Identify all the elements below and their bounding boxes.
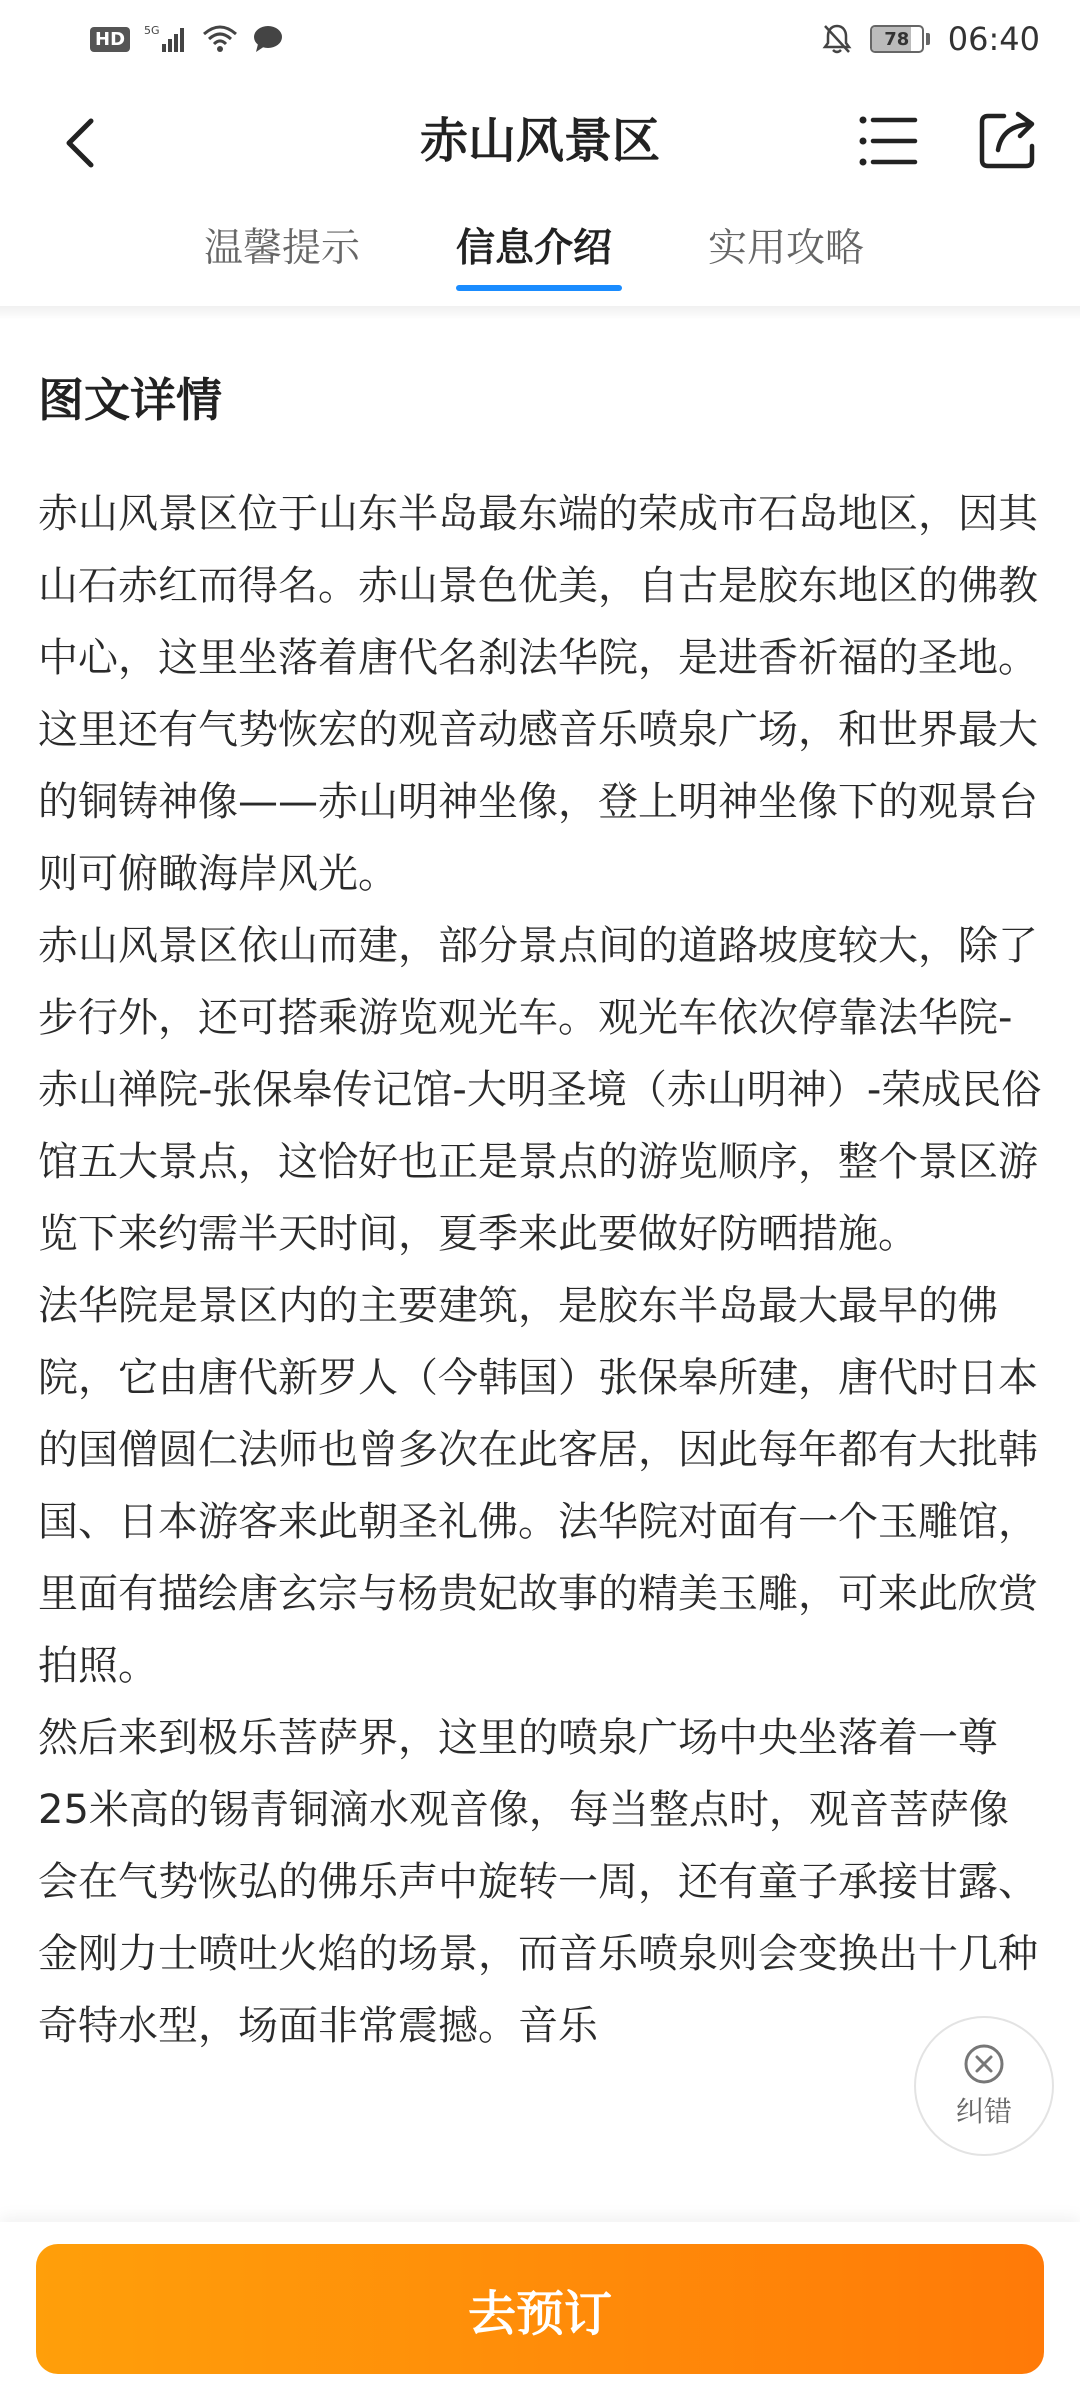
share-button[interactable] [968,102,1048,178]
tab-info[interactable]: 信息介绍 [456,226,613,271]
battery-level: 78 [884,28,910,50]
page-title: 赤山风景区 [419,113,660,169]
signal-icon [144,24,188,54]
paragraph: 然后来到极乐菩萨界，这里的喷泉广场中央坐落着一尊25米高的锡青铜滴水观音像，每当整点时，观音菩萨像会在气势恢弘的佛乐声中旋转一周，还有童子承接甘露、金刚力士喷吐火焰的场景，而音乐喷泉则会变换出十几种奇特水型，场面非常震撼。音乐 [38,1715,1038,2049]
paragraph: 赤山风景区依山而建，部分景点间的道路坡度较大，除了步行外，还可搭乘游览观光车。观光车依次停靠法华院-赤山禅院-张保皋传记馆-大明圣境（赤山明神）-荣成民俗馆五大景点，这恰好也正是景点的游览顺序，整个景区游览下来约需半天时间，夏季来此要做好防晒措施。 [38,923,1042,1257]
status-left [90,24,284,54]
bell-off-icon [822,23,852,55]
wifi-icon [202,24,238,54]
article-content [38,478,1043,2198]
status-time: 06:40 [947,20,1040,58]
active-tab-indicator [456,285,622,291]
tabs-divider [0,306,1080,320]
status-bar [0,0,1080,78]
share-icon [978,110,1038,170]
menu-button[interactable] [848,106,928,176]
list-menu-icon [857,114,919,168]
section-title: 图文详情 [38,373,222,427]
tab-tips[interactable]: 温馨提示 [204,226,361,271]
tab-bar [0,204,1080,308]
paragraph: 法华院是景区内的主要建筑，是胶东半岛最大最早的佛院，它由唐代新罗人（今韩国）张保皋所建，唐代时日本的国僧圆仁法师也曾多次在此客居，因此每年都有大批韩国、日本游客来此朝圣礼佛。法华院对面有一个玉雕馆，里面有描绘唐玄宗与杨贵妃故事的精美玉雕，可来此欣赏拍照。 [38,1283,1038,1689]
battery-tip [926,33,930,45]
correction-button[interactable] [914,2016,1054,2156]
tab-guide[interactable]: 实用攻略 [708,226,865,271]
header [0,78,1080,204]
paragraph: 赤山风景区位于山东半岛最东端的荣成市石岛地区，因其山石赤红而得名。赤山景色优美，自古是胶东地区的佛教中心，这里坐落着唐代名刹法华院，是进香祈福的圣地。这里还有气势恢宏的观音动感音乐喷泉广场，和世界最大的铜铸神像——赤山明神坐像，登上明神坐像下的观景台则可俯瞰海岸风光。 [38,491,1038,897]
chat-bubble-icon [252,24,284,54]
hd-badge: HD [90,27,130,52]
bottom-bar [0,2222,1080,2400]
battery-body [870,25,924,53]
status-right [822,20,1040,58]
battery-indicator [870,25,930,53]
close-circle-icon [962,2042,1006,2086]
svg-text:5G: 5G [144,24,160,37]
book-button[interactable]: 去预订 [36,2244,1044,2374]
correction-label: 纠错 [955,2095,1012,2128]
